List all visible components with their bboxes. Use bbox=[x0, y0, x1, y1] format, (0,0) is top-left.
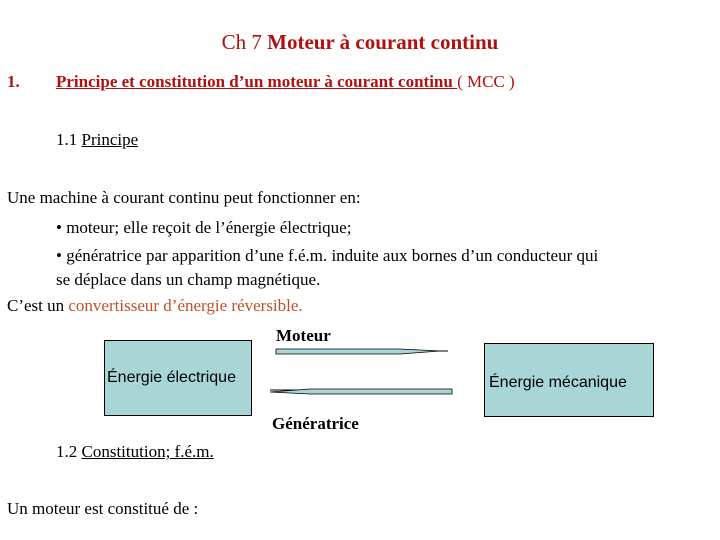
box-energie-electrique bbox=[104, 340, 252, 416]
box-energie-mecanique-label: Énergie mécanique bbox=[489, 374, 627, 391]
bullet-moteur: • moteur; elle reçoit de l’énergie électrique; bbox=[56, 218, 352, 237]
arrow-right bbox=[276, 349, 448, 354]
subsection-principe: 1.1 Principe bbox=[56, 130, 139, 149]
last-line: Un moteur est constitué de : bbox=[7, 499, 199, 518]
bullet-generatrice-line2: se déplace dans un champ magnétique. bbox=[56, 270, 321, 289]
box-energie-electrique-label: Énergie électrique bbox=[107, 369, 236, 386]
section-number: 1. bbox=[7, 72, 20, 91]
label-moteur: Moteur bbox=[276, 326, 331, 345]
conclusion: C’est un convertisseur d’énergie réversible. bbox=[7, 296, 303, 315]
page-title: Ch 7 Moteur à courant continu bbox=[221, 30, 499, 54]
section-title: Principe et constitution d’un moteur à courant continu ( MCC ) bbox=[56, 72, 515, 91]
label-generatrice: Génératrice bbox=[272, 414, 359, 433]
bullet-generatrice-line1: • génératrice par apparition d’une f.é.m. induite aux bornes d’un conducteur qui bbox=[56, 246, 599, 265]
paragraph-intro: Une machine à courant continu peut fonctionner en: bbox=[7, 188, 361, 207]
arrow-left bbox=[270, 389, 452, 394]
arrows bbox=[240, 340, 460, 410]
box-energie-mecanique bbox=[484, 343, 654, 417]
subsection-constitution: 1.2 Constitution; f.é.m. bbox=[56, 442, 214, 461]
